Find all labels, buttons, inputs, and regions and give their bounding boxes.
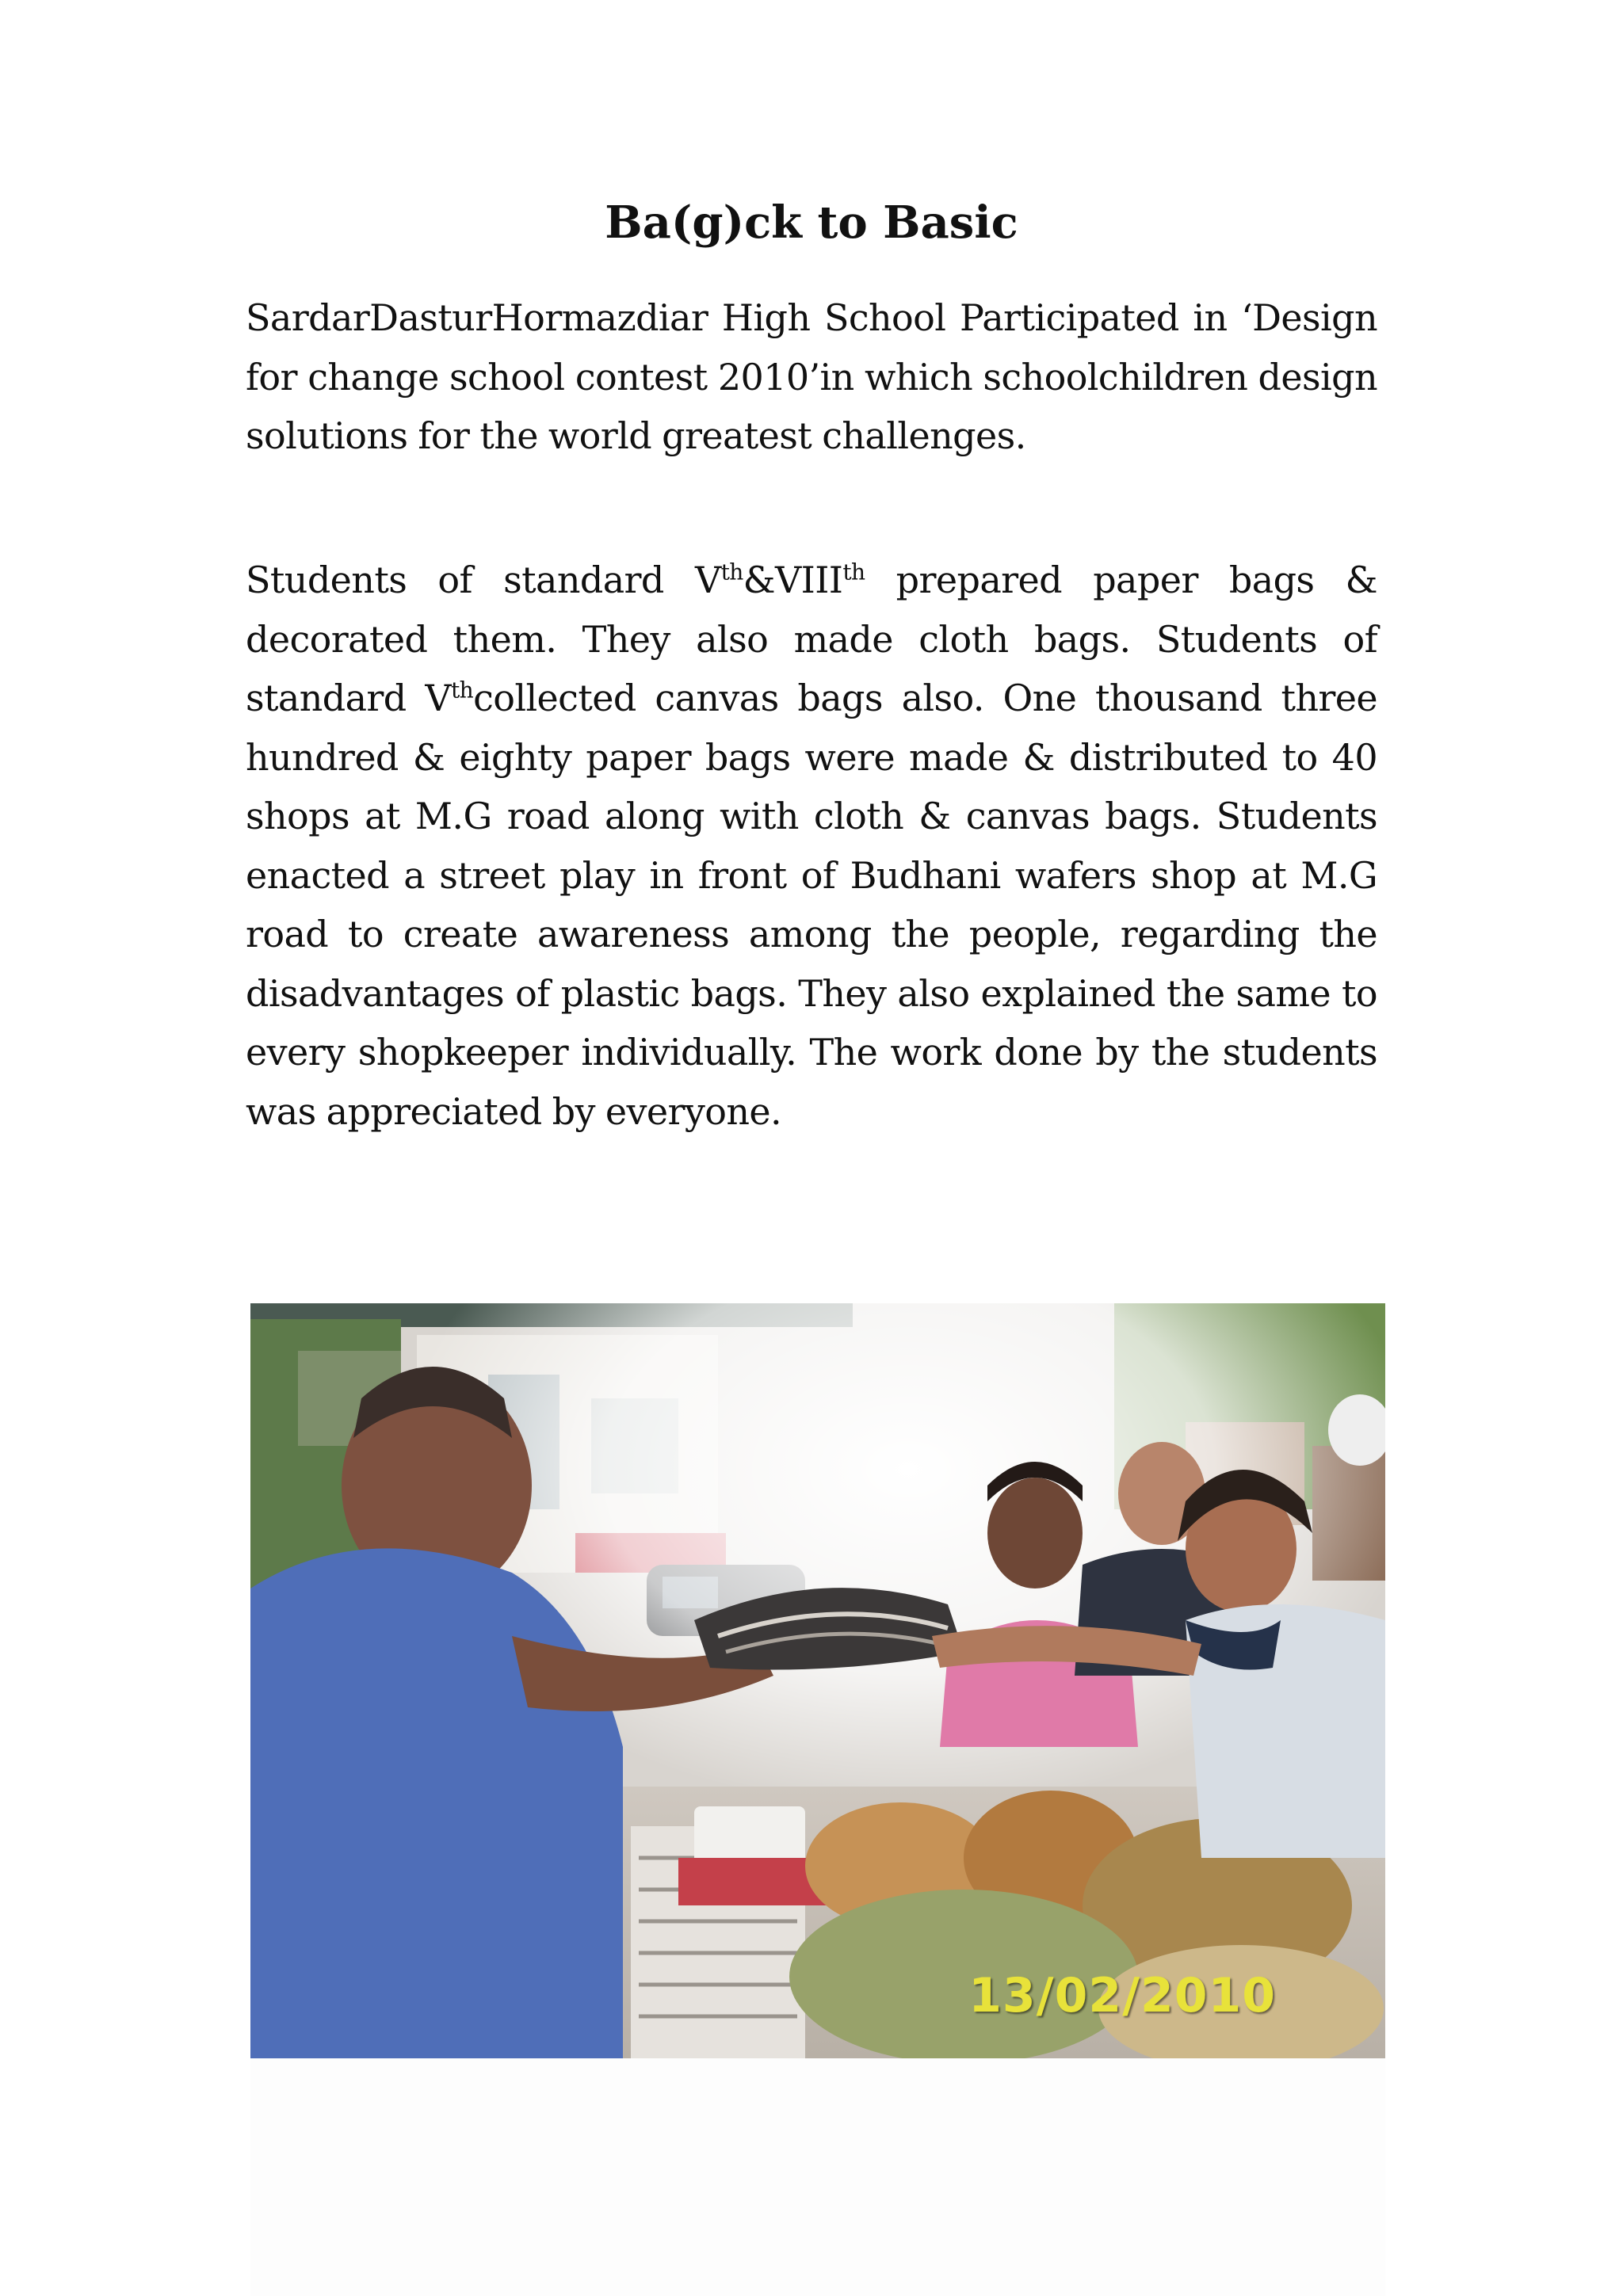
event-photo	[250, 1303, 1385, 2058]
paragraph-text-4: collected canvas bags also. One thousand three hundred & eighty paper bags were made & distributed to 40 shops at M.G road along with cloth & canvas bags. Students enacted a street play in front of Budhani wafers shop at M.G road to create awareness among the people, regarding the disadvantages of plastic bags. They also explained the same to every shopkeeper individually. The work done by the students was appreciated by everyone.	[246, 677, 1377, 1133]
photo-illustration	[250, 1303, 1385, 2058]
paragraph-intro: SardarDasturHormazdiar High School Participated in ‘Design for change school contest 2010’in which schoolchildren design solutions for the world greatest challenges.	[246, 296, 1377, 457]
paragraph-activities	[246, 551, 1377, 1141]
ordinal-suffix: th	[842, 559, 865, 585]
photo-date-stamp: 13/02/2010	[968, 1968, 1276, 2023]
paragraph-text-2: &VIII	[743, 559, 843, 601]
ordinal-suffix: th	[720, 559, 743, 585]
page-title: Ba(g)ck to Basic	[605, 196, 1018, 249]
paragraph-text-3: prepared paper bags & decorated them. They also made cloth bags. Students of standard V	[246, 559, 1377, 719]
photo-bottom-margin	[250, 2058, 1385, 2296]
ordinal-suffix: th	[450, 677, 474, 704]
paragraph-text-1: Students of standard V	[246, 559, 721, 601]
